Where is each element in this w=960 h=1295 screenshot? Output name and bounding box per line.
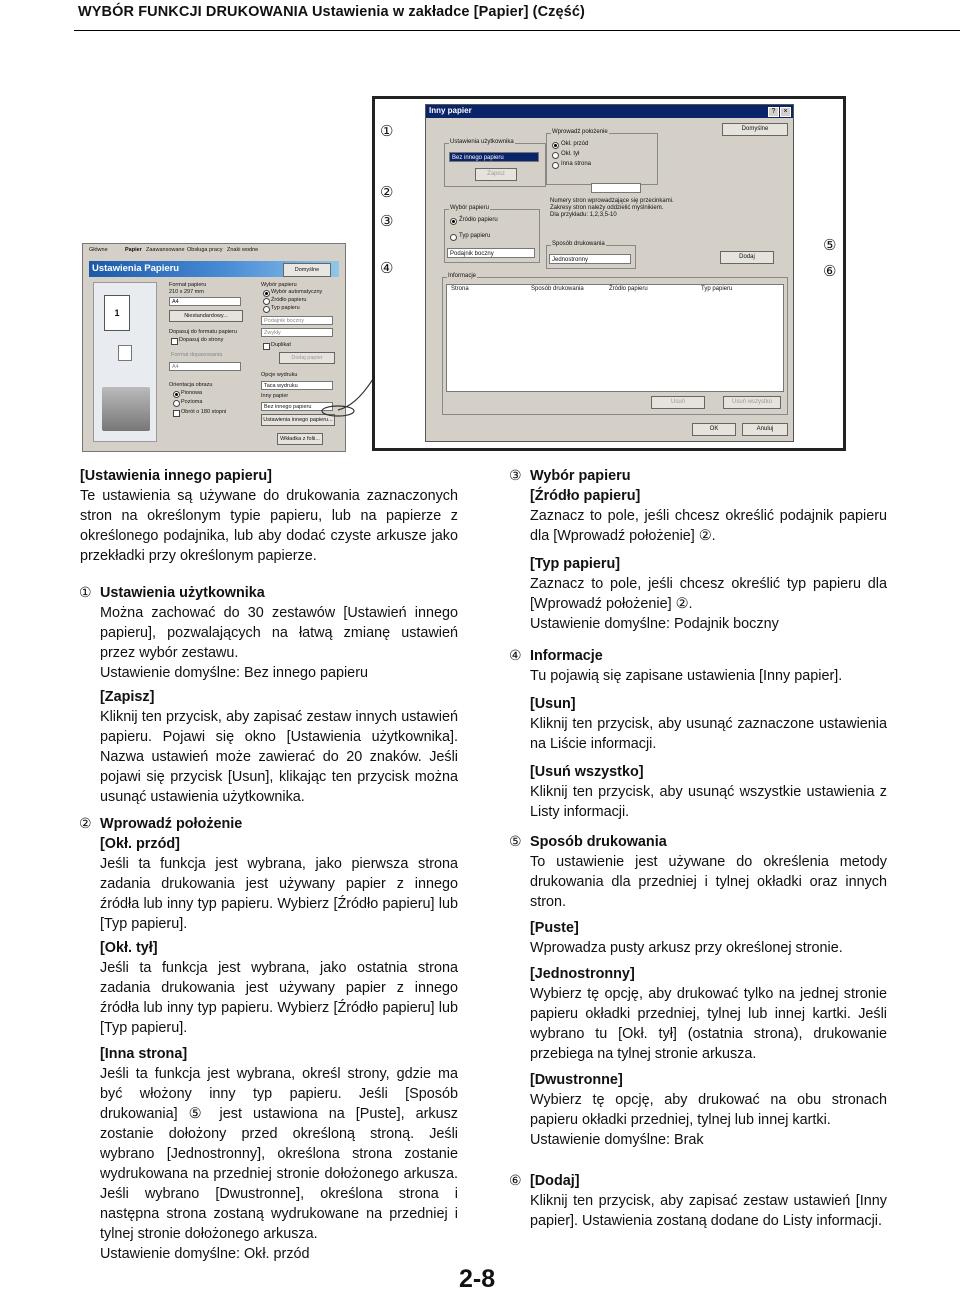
fit-size-label: Format dopasowania	[171, 352, 223, 358]
other-page-radio[interactable]	[552, 162, 559, 169]
column-print-method: Sposób drukowania	[531, 286, 584, 292]
delete-all-button[interactable]: Usuń wszystko	[723, 396, 781, 409]
usun-all-text: Kliknij ten przycisk, aby usunąć wszystkie ustawienia z Listy informacji.	[530, 784, 887, 820]
print-method-group	[546, 241, 636, 269]
user-settings-title: Ustawienia użytkownika	[450, 139, 514, 145]
tab-main[interactable]: Główne	[89, 247, 108, 253]
single-text: Wybierz tę opcję, aby drukować tylko na jednej stronie papieru okładki przedniej, tylnej lub innej kartki. Jeśli wybrano tu [Okł. tył] (ostatnia strona), drukowanie przebiega na tylnej stronie arkusza.	[530, 986, 887, 1062]
double-default: Ustawienie domyślne: Brak	[530, 1132, 704, 1148]
other-paper-dialog	[425, 104, 794, 442]
item1	[100, 583, 458, 807]
fit-checkbox-label: Dopasuj do strony	[179, 337, 224, 343]
type-title: [Typ papieru]	[530, 556, 621, 572]
single-title: [Jednostronny]	[530, 966, 635, 982]
blank-text: Wprowadza pusty arkusz przy określonej stronie.	[530, 940, 843, 956]
rotate-label: Obrót o 180 stopni	[181, 409, 227, 415]
item4-number: ④	[509, 647, 522, 663]
back-title: [Okł. tył]	[100, 940, 158, 956]
other-default: Ustawienie domyślne: Okł. przód	[100, 1246, 310, 1262]
other-title: [Inna strona]	[100, 1046, 188, 1062]
output-tray-icon	[118, 345, 132, 361]
callout-1: ①	[380, 123, 394, 140]
item3	[530, 466, 887, 634]
item1-number: ①	[79, 584, 92, 600]
item3-title: Wybór papieru	[530, 468, 631, 484]
back-cover-radio[interactable]	[552, 152, 559, 159]
left-column	[80, 466, 458, 566]
paper-type-radio[interactable]	[263, 306, 270, 313]
paper-select-title: Wybór papieru	[450, 205, 489, 211]
usun-title: [Usun]	[530, 696, 576, 712]
usun-all-title: [Usuń wszystko]	[530, 764, 644, 780]
defaults-button[interactable]: Domyślne	[722, 123, 788, 136]
item3-number: ③	[509, 467, 522, 483]
user-settings-select[interactable]: Bez innego papieru	[449, 152, 539, 162]
item2-number: ②	[79, 815, 92, 831]
section-title: [Ustawienia innego papieru]	[80, 468, 272, 484]
auto-select-radio[interactable]	[263, 290, 270, 297]
landscape-radio[interactable]	[173, 400, 180, 407]
dialog-titlebar	[426, 105, 793, 118]
information-title: Informacje	[448, 273, 477, 279]
item1-text: Można zachować do 30 zestawów [Ustawień innego papieru], pozwalających na łatwą zmianę ustawień przez wybór zestawu.	[100, 605, 458, 661]
rotate-checkbox[interactable]	[173, 410, 180, 417]
add-button[interactable]: Dodaj	[720, 251, 774, 264]
tab-advanced[interactable]: Zaawansowane	[146, 247, 185, 253]
dialog-title: Inny papier	[429, 106, 472, 115]
preview-page: 1	[104, 295, 130, 331]
front-cover-radio[interactable]	[552, 142, 559, 149]
callout-2: ②	[380, 184, 394, 201]
duplex-add-button[interactable]: Dodaj papier	[279, 352, 335, 364]
information-list[interactable]	[446, 284, 784, 392]
usun-text: Kliknij ten przycisk, aby usunąć zaznaczone ustawienia na Liście informacji.	[530, 716, 887, 752]
item5-text: To ustawienie jest używane do określenia metody drukowania dla przedniej i tylnej okładki oraz innych stron.	[530, 854, 887, 910]
information-list-header	[447, 285, 783, 295]
callout-6: ⑥	[823, 263, 837, 280]
duplex-label: Duplikat	[271, 342, 291, 348]
print-method-title: Sposób drukowania	[552, 241, 605, 247]
double-title: [Dwustronne]	[530, 1072, 623, 1088]
paper-source-label: Źródło papieru	[459, 217, 498, 223]
column-page: Strona	[451, 286, 469, 292]
other-text: Jeśli ta funkcja jest wybrana, określ strony, gdzie ma być włożony inny typ papieru. Jeśli [Sposób drukowania] ⑤ jest ustawiona na [Puste], arkusz zostanie dołożony przed określoną stroną. Jeśli wybrano [Jednostronny], określona strona zostanie wydrukowana na przedniej stronie dołożonego arkusza. Jeśli wybrano [Dwustronne], określona strona i następna strona zostaną wydrukowane na przedniej i tylnej stronie dołożonego arkusza.	[100, 1066, 458, 1242]
paper-type-label: Typ papieru	[271, 305, 300, 311]
item4-text: Tu pojawią się zapisane ustawienia [Inny papier].	[530, 668, 843, 684]
help-icon[interactable]: ?	[768, 107, 779, 117]
tab-paper[interactable]: Papier	[125, 247, 142, 253]
tab-strip	[83, 244, 345, 258]
fit-size-select[interactable]: A4	[169, 362, 241, 371]
item5	[530, 832, 887, 1150]
item5-title: Sposób drukowania	[530, 834, 667, 850]
other-page-label: Inna strona	[561, 161, 592, 167]
paper-source-radio[interactable]	[450, 218, 457, 225]
paper-settings-screenshot	[82, 243, 346, 452]
save-text: Kliknij ten przycisk, aby zapisać zestaw innych ustawień papieru. Pojawi się okno [Ustawienia użytkownika]. Nazwa ustawień może zawierać do 20 znaków. Jeśli pojawi się przycisk [Usun], klikając ten przycisk można usunąć ustawienia użytkownika.	[100, 709, 458, 805]
item2	[100, 814, 458, 1264]
front-text: Jeśli ta funkcja jest wybrana, jako pierwsza strona zadania drukowania jest używany papier z innego źródła lub inny typ papieru. Wybierz [Źródło papieru] lub [Typ papieru].	[100, 856, 458, 932]
source-title: [Źródło papieru]	[530, 488, 641, 504]
portrait-radio[interactable]	[173, 391, 180, 398]
print-method-select[interactable]: Jednostronny	[549, 254, 631, 264]
back-cover-label: Okł. tył	[561, 151, 580, 157]
tab-watermarks[interactable]: Znaki wodne	[227, 247, 259, 253]
other-paper-select[interactable]: Bez innego papieru	[261, 402, 333, 411]
double-text: Wybierz tę opcję, aby drukować na obu stronach papieru okładki przedniej, tylnej lub innej kartki.	[530, 1092, 887, 1128]
paper-type-radio[interactable]	[450, 234, 457, 241]
paper-size-value: 210 x 297 mm	[169, 289, 204, 295]
page-number-hint: Numery stron wprowadzające się przecinkami. Zakresy stron należy oddzielić myślnikiem. Dla przykładu: 1,2,3,5-10	[550, 198, 674, 218]
back-text: Jeśli ta funkcja jest wybrana, jako ostatnia strona zadania drukowania jest używany papier z innego źródła lub inny typ papieru. Wybierz [Źródło papieru] lub [Typ papieru].	[100, 960, 458, 1036]
item2-title: Wprowadź położenie	[100, 816, 243, 832]
output-select[interactable]: Taca wydruku	[261, 381, 333, 390]
type-default: Ustawienie domyślne: Podajnik boczny	[530, 616, 779, 632]
front-cover-label: Okł. przód	[561, 141, 589, 147]
close-icon[interactable]: ×	[780, 107, 791, 117]
fit-checkbox[interactable]	[171, 338, 178, 345]
page-number-field[interactable]	[591, 183, 641, 193]
other-paper-label: Inny papier	[261, 393, 289, 399]
duplex-checkbox[interactable]	[263, 343, 270, 350]
output-label: Opcje wydruku	[261, 372, 298, 378]
insert-position-group	[546, 129, 658, 185]
item1-default: Ustawienie domyślne: Bez innego papieru	[100, 665, 368, 681]
page-number: 2-8	[459, 1265, 496, 1293]
paper-type-label: Typ papieru	[459, 233, 491, 239]
user-settings-group	[444, 139, 546, 187]
item6-title: [Dodaj]	[530, 1173, 580, 1189]
tabs-insert-button[interactable]: Wkładka z folii...	[277, 433, 323, 445]
type-select[interactable]: Zwykły	[261, 328, 333, 337]
callout-4: ④	[380, 260, 394, 277]
item4	[530, 646, 887, 822]
information-group	[442, 273, 788, 415]
banner-title: Ustawienia Papieru	[92, 263, 180, 274]
paper-size-select[interactable]: A4	[169, 297, 241, 306]
item6	[530, 1171, 887, 1231]
column-paper-type: Typ papieru	[701, 286, 733, 292]
delete-button[interactable]: Usuń	[651, 396, 705, 409]
orientation-label: Orientacja obrazu	[169, 382, 213, 388]
item4-title: Informacje	[530, 648, 603, 664]
other-paper-settings-button[interactable]: Ustawienia innego papieru...	[261, 414, 335, 426]
cancel-button[interactable]: Anuluj	[742, 423, 788, 436]
front-title: [Okł. przód]	[100, 836, 180, 852]
type-text: Zaznacz to pole, jeśli chcesz określić typ papieru dla [Wprowadź położenie] ②.	[530, 576, 887, 612]
ok-button[interactable]: OK	[692, 423, 736, 436]
paper-select-label: Wybór papieru	[261, 282, 297, 288]
source-text: Zaznacz to pole, jeśli chcesz określić podajnik papieru dla [Wprowadź położenie] ②.	[530, 508, 887, 544]
blank-title: [Puste]	[530, 920, 579, 936]
paper-select-group	[444, 205, 540, 263]
printer-icon	[102, 387, 150, 431]
tray-select[interactable]: Podajnik boczny	[261, 316, 333, 325]
section-intro: Te ustawienia są używane do drukowania zaznaczonych stron na określonym typie papieru, lub na papierze z określonego podajnika, lub aby dodać czyste arkusze jako przekładki przy określonym papierze.	[80, 488, 458, 564]
paper-source-radio[interactable]	[263, 298, 270, 305]
paper-source-label: Źródło papieru	[271, 297, 307, 303]
header-rule	[74, 30, 960, 31]
portrait-label: Pionowa	[181, 390, 203, 396]
save-button[interactable]: Zapisz	[475, 168, 517, 181]
save-title: [Zapisz]	[100, 689, 155, 705]
callout-5: ⑤	[823, 237, 837, 254]
callout-3: ③	[380, 213, 394, 230]
item6-number: ⑥	[509, 1172, 522, 1188]
item6-text: Kliknij ten przycisk, aby zapisać zestaw ustawień [Inny papier]. Ustawienia zostaną dodane do Listy informacji.	[530, 1193, 887, 1229]
tab-job-handling[interactable]: Obsługa pracy	[187, 247, 223, 253]
landscape-label: Pozioma	[181, 399, 203, 405]
defaults-button[interactable]: Domyślne	[283, 263, 331, 277]
item5-number: ⑤	[509, 833, 522, 849]
column-paper-source: Źródło papieru	[609, 286, 648, 292]
custom-size-button[interactable]: Niestandardowy...	[169, 310, 243, 322]
item1-title: Ustawienia użytkownika	[100, 585, 265, 601]
paper-source-select[interactable]: Podajnik boczny	[447, 248, 535, 258]
fit-label: Dopasuj do formatu papieru	[169, 329, 237, 335]
auto-select-label: Wybór automatyczny	[271, 289, 323, 295]
page-header: WYBÓR FUNKCJI DRUKOWANIA Ustawienia w zakładce [Papier] (Część)	[78, 4, 585, 20]
insert-position-title: Wprowadź położenie	[552, 129, 608, 135]
page-preview	[93, 282, 157, 442]
paper-size-label: Format papieru	[169, 282, 207, 288]
